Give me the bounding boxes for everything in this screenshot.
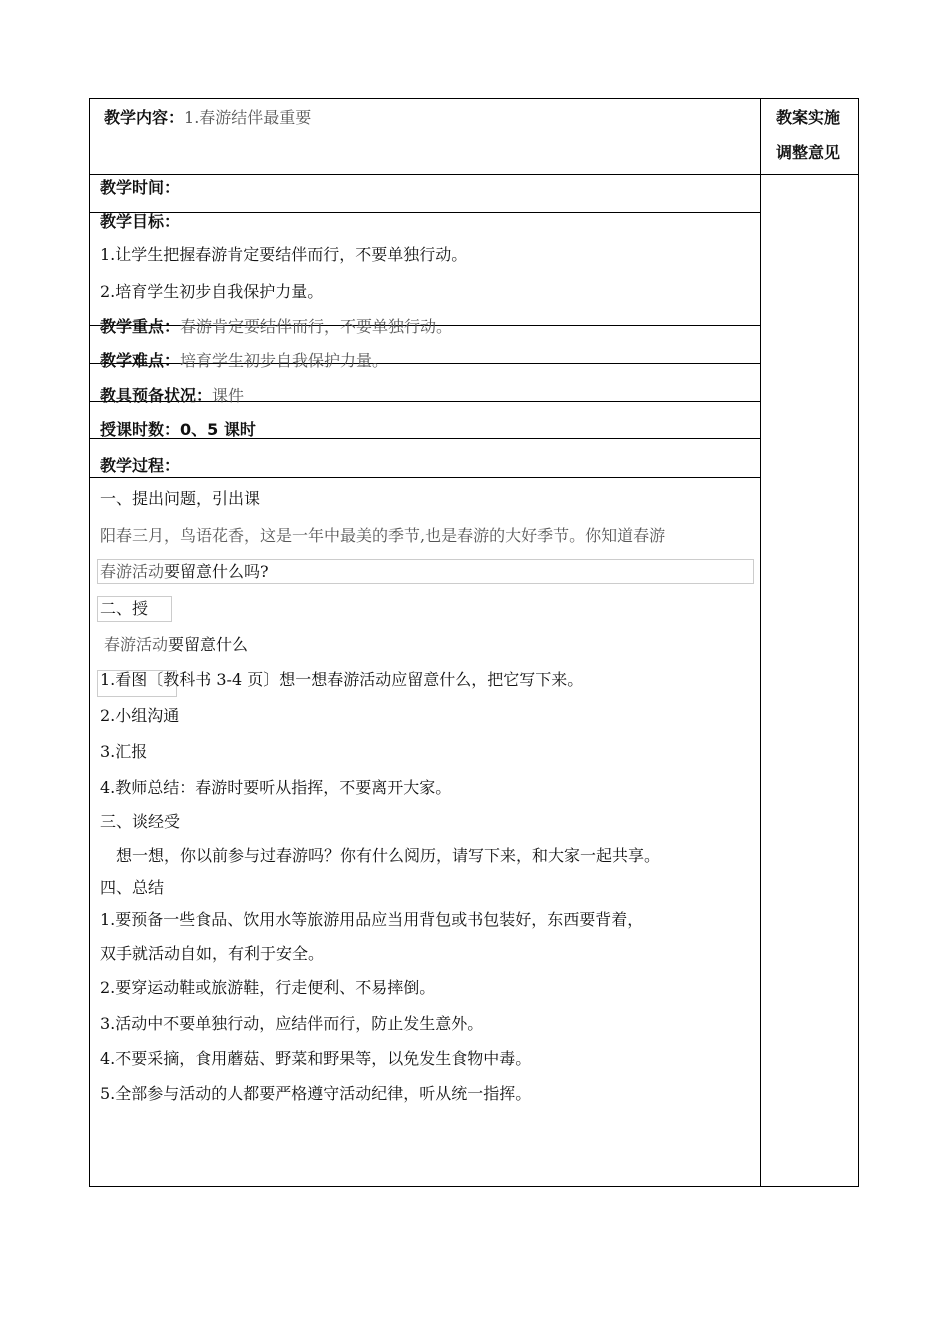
summary-item-1-line2: 双手就活动自如，有利于安全。 [100,944,325,963]
summary-item-4: 4.不要采摘，食用蘑菇、野菜和野果等，以免发生食物中毒。 [100,1049,532,1068]
section-1-title: 一、提出问题，引出课 [100,489,261,508]
goal-item-1: 1.让学生把握春游肯定要结伴而行，不要单独行动。 [100,245,468,264]
key-point-label: 教学重点： [100,317,181,336]
tools-row [100,386,244,406]
section-4-title: 四、总结 [100,878,165,897]
key-point-row [100,317,452,337]
section-2-item-4: 4.教师总结：春游时要听从指挥，不要离开大家。 [100,778,452,797]
subtitle-part-b: 要留意什么 [168,635,249,654]
section-1-question [100,562,269,582]
section-1-paragraph: 阳春三月，鸟语花香，这是一年中最美的季节,也是春游的大好季节。你知道春游 [100,526,666,545]
goal-item-2: 2.培育学生初步自我保护力量。 [100,282,324,301]
summary-item-2: 2.要穿运动鞋或旅游鞋，行走便利、不易摔倒。 [100,978,436,997]
content-row [104,108,311,128]
content-value: 1.春游结伴最重要 [184,108,312,127]
tools-value: 课件 [212,386,245,405]
tools-label: 教具预备状况： [100,386,213,405]
summary-item-1-line1: 1.要预备一些食品、饮用水等旅游用品应当用背包或书包装好，东西要背着， [100,910,644,929]
time-label: 教学时间： [100,178,181,197]
difficulty-value: 培育学生初步自我保护力量。 [180,351,389,370]
section-3-title: 三、谈经受 [100,812,181,831]
difficulty-label: 教学难点： [100,351,181,370]
section-3-paragraph: 想一想，你以前参与过春游吗？你有什么阅历，请写下来，和大家一起共享。 [116,846,661,865]
process-label: 教学过程： [100,456,181,475]
goal-label: 教学目标： [100,212,181,231]
section-2-item-1: 1.看图〔教科书 3-4 页〕想一想春游活动应留意什么，把它写下来。 [100,670,584,689]
row-divider [89,477,761,478]
question-part-b: 要留意什么吗? [164,562,269,581]
side-title-line2: 调整意见 [776,143,841,162]
difficulty-row [100,351,388,371]
row-divider [89,212,761,213]
summary-item-5: 5.全部参与活动的人都要严格遵守活动纪律，听从统一指挥。 [100,1084,532,1103]
section-2-title: 二、授 [100,599,149,618]
column-divider [760,98,761,1187]
header-divider [89,174,859,175]
content-label: 教学内容： [104,108,185,127]
section-2-item-2: 2.小组沟通 [100,706,180,725]
subtitle-part-a: 春游活动 [104,635,169,654]
section-2-item-3: 3.汇报 [100,742,148,761]
side-title-line1: 教案实施 [776,108,841,127]
summary-item-3: 3.活动中不要单独行动，应结伴而行，防止发生意外。 [100,1014,484,1033]
hours-text: 授课时数：0、5 课时 [100,420,256,439]
question-part-a: 春游活动 [100,562,165,581]
key-point-value: 春游肯定要结伴而行，不要单独行动。 [180,317,453,336]
section-2-subtitle [104,635,248,655]
